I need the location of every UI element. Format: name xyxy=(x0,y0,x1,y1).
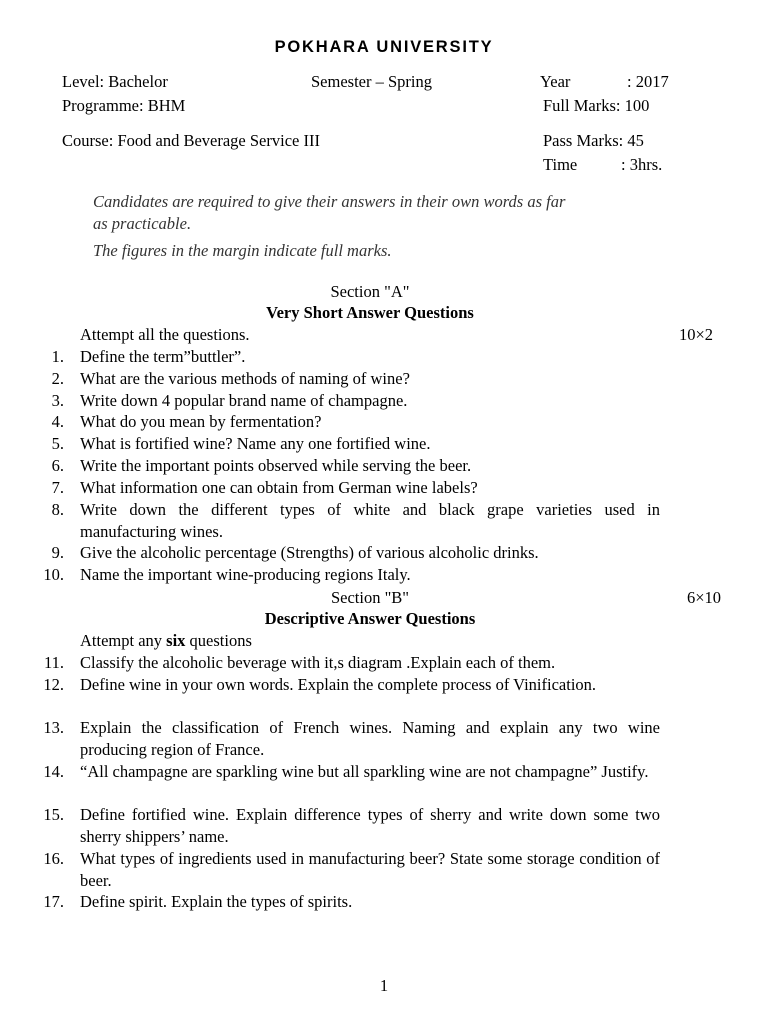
section-b-instruction-bold: six xyxy=(166,631,186,650)
question-number: 7. xyxy=(51,478,64,497)
university-title: POKHARA UNIVERSITY xyxy=(274,38,494,56)
question-text: Write down the different types of white and black grape varieties used in manufacturing wines. xyxy=(80,500,660,541)
question-text: What types of ingredients used in manufacturing beer? State some storage condition of beer. xyxy=(80,849,660,890)
question-number: 2. xyxy=(51,369,64,388)
question-text: “All champagne are sparkling wine but all sparkling wine are not champagne” Justify. xyxy=(80,762,649,781)
instruction-line-2: as practicable. xyxy=(93,214,192,233)
question-number: 4. xyxy=(51,412,64,431)
question-number: 5. xyxy=(51,434,64,453)
question-text: Write the important points observed while serving the beer. xyxy=(80,456,472,475)
instruction-line-3: The figures in the margin indicate full marks. xyxy=(93,241,392,260)
section-b-heading: Section "B" xyxy=(330,588,410,607)
course-label: Course: Food and Beverage Service III xyxy=(62,131,320,150)
question-text: What are the various methods of naming of wine? xyxy=(80,369,410,388)
question-number: 14. xyxy=(43,762,64,781)
question-text: What information one can obtain from German wine labels? xyxy=(80,478,478,497)
question-text: Name the important wine-producing regions Italy. xyxy=(80,565,411,584)
question-text: Define the term”buttler”. xyxy=(80,347,246,366)
question-text: Give the alcoholic percentage (Strengths) of various alcoholic drinks. xyxy=(80,543,539,562)
question-number: 8. xyxy=(51,500,64,519)
question-number: 11. xyxy=(43,653,64,672)
question-text: Classify the alcoholic beverage with it,s diagram .Explain each of them. xyxy=(80,653,556,672)
question-number: 6. xyxy=(51,456,64,475)
section-b-instruction-pre: Attempt any xyxy=(80,631,167,650)
programme-label: Programme: BHM xyxy=(62,96,186,115)
section-b-marks: 6×10 xyxy=(687,588,722,607)
question-number: 12. xyxy=(43,675,64,694)
question-text: Write down 4 popular brand name of champagne. xyxy=(80,391,408,410)
year-value: : 2017 xyxy=(627,72,669,91)
question-number: 3. xyxy=(51,391,64,410)
question-text: Define fortified wine. Explain difference types of sherry and write down some two sherry shippers’ name. xyxy=(80,805,660,846)
pass-marks-label: Pass Marks: 45 xyxy=(543,131,644,150)
question-number: 1. xyxy=(51,347,64,366)
full-marks-label: Full Marks: 100 xyxy=(543,96,650,115)
question-number: 16. xyxy=(43,849,64,868)
section-a-instruction: Attempt all the questions. xyxy=(80,325,250,344)
section-b-subheading: Descriptive Answer Questions xyxy=(264,609,476,628)
instruction-line-1: Candidates are required to give their answers in their own words as far xyxy=(93,192,566,211)
question-text: What do you mean by fermentation? xyxy=(80,412,322,431)
question-text: Define spirit. Explain the types of spirits. xyxy=(80,892,353,911)
page-number: 1 xyxy=(379,976,389,995)
question-number: 17. xyxy=(43,892,64,911)
time-label: Time xyxy=(543,155,578,174)
question-number: 15. xyxy=(43,805,64,824)
question-number: 13. xyxy=(43,718,64,737)
question-number: 10. xyxy=(43,565,64,584)
level-label: Level: Bachelor xyxy=(62,72,168,91)
section-b-instruction xyxy=(80,630,252,652)
question-number: 9. xyxy=(51,543,64,562)
time-value: : 3hrs. xyxy=(621,155,663,174)
section-b-instruction-post: questions xyxy=(185,631,252,650)
question-text: Explain the classification of French wines. Naming and explain any two wine producing region of France. xyxy=(80,718,660,759)
semester-label: Semester – Spring xyxy=(311,72,432,91)
section-a-subheading: Very Short Answer Questions xyxy=(266,303,474,322)
year-label: Year xyxy=(540,72,571,91)
section-a-heading: Section "A" xyxy=(330,282,410,301)
question-text: What is fortified wine? Name any one fortified wine. xyxy=(80,434,431,453)
question-text: Define wine in your own words. Explain the complete process of Vinification. xyxy=(80,675,597,694)
section-a-marks: 10×2 xyxy=(679,325,714,344)
